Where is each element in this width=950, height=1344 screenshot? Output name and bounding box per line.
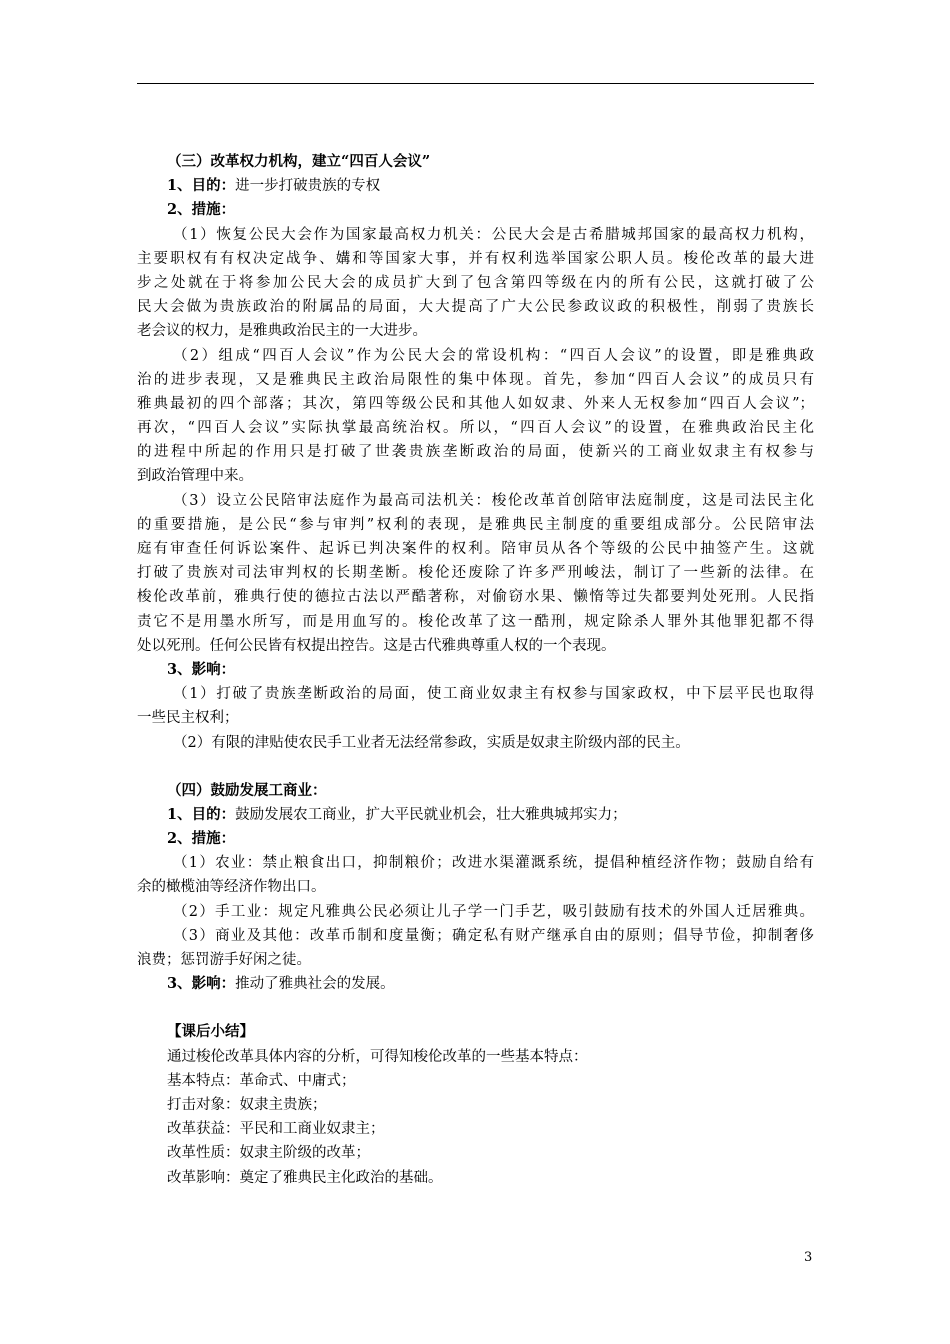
paragraph-line: （2）有限的津贴使农民手工业者无法经常参政，实质是奴隶主阶级内部的民主。 [173,734,690,751]
paragraph-line: 老会议的权力，是雅典政治民主的一大进步。 [137,323,427,340]
paragraph-line: （1）农业：禁止粮食出口，抑制粮价；改进水渠灌溉系统，提倡种植经济作物；鼓励自给有 [173,855,814,872]
summary-item: 打击对象：奴隶主贵族； [167,1096,327,1113]
section-4-impact: 3、影响：推动了雅典社会的发展。 [167,975,395,993]
section-3-purpose: 1、目的：进一步打破贵族的专权 [167,177,381,195]
summary-item: 改革性质：奴隶主阶级的改革； [167,1145,370,1162]
paragraph-line: 一些民主权利； [137,710,239,727]
paragraph-line: （3）商业及其他：改革币制和度量衡；确定私有财产继承自由的原则；倡导节俭，抑制奢侈 [173,927,814,944]
paragraph-line: 余的橄榄油等经济作物出口。 [137,879,326,896]
paragraph-line: 梭伦改革前，雅典行使的德拉古法以严酷著称，对偷窃水果、懒惰等过失都要判处死刑。人民指 [137,589,814,606]
summary-intro: 通过梭伦改革具体内容的分析，可得知梭伦改革的一些基本特点： [167,1048,588,1065]
document-body [137,150,814,1190]
page-number: 3 [804,1250,813,1265]
section-3-impact-label: 3、影响： [167,660,236,678]
paragraph-line: 的进程中所起的作用只是打破了世袭贵族垄断政治的局面，使新兴的工商业奴隶主有权参与 [137,444,814,461]
paragraph-line: （2）组成“四百人会议”作为公民大会的常设机构：“四百人会议”的设置，即是雅典政 [173,347,814,364]
paragraph-line: 主要职权有有权决定战争、媾和等国家大事，并有权利选举国家公职人员。梭伦改革的最大进 [137,250,814,267]
paragraph-line: 处以死刑。任何公民皆有权提出控告。这是古代雅典尊重人权的一个表现。 [137,637,616,654]
paragraph-line: 责它不是用墨水所写，而是用血写的。梭伦改革了这一酷刑，规定除杀人罪外其他罪犯都不得 [137,613,814,630]
paragraph-line: 治的进步表现，又是雅典民主政治局限性的集中体现。首先，参加“四百人会议”的成员只有 [137,371,814,388]
summary-heading: 【课后小结】 [167,1023,254,1041]
section-3-measures-label: 2、措施： [167,201,236,219]
header-rule [137,83,814,84]
paragraph-line: 雅典最初的四个部落；其次，第四等级公民和其他人如奴隶、外来人无权参加“四百人会议”； [137,395,814,412]
paragraph-line: 的重要措施，是公民“参与审判”权利的表现，是雅典民主制度的重要组成部分。公民陪审法 [137,516,814,533]
paragraph-line: 再次，“四百人会议”实际执掌最高统治权。所以，“四百人会议”的设置，在雅典政治民主化 [137,420,814,437]
paragraph-line: 打破了贵族对司法审判权的长期垄断。梭伦还废除了许多严刑峻法，制订了一些新的法律。在 [137,565,814,582]
paragraph-line: 步之处就在于将参加公民大会的成员扩大到了包含第四等级在内的所有公民，这就打破了公 [137,274,814,291]
paragraph-line: （3）设立公民陪审法庭作为最高司法机关：梭伦改革首创陪审法庭制度，这是司法民主化 [173,492,814,509]
paragraph-line: （1）恢复公民大会作为国家最高权力机关：公民大会是古希腊城邦国家的最高权力机构， [173,226,814,243]
summary-item: 基本特点：革命式、中庸式； [167,1072,356,1089]
paragraph-line: 庭有审查任何诉讼案件、起诉已判决案件的权利。陪审员从各个等级的公民中抽签产生。这就 [137,541,814,557]
paragraph-line: 民大会做为贵族政治的附属品的局面，大大提高了广大公民参政议政的积极性，削弱了贵族长 [137,299,814,316]
section-4-heading: （四）鼓励发展工商业： [167,781,327,799]
summary-item: 改革影响：奠定了雅典民主化政治的基础。 [167,1169,443,1186]
paragraph-line: 浪费；惩罚游手好闲之徒。 [137,952,311,968]
paragraph-line: （1）打破了贵族垄断政治的局面，使工商业奴隶主有权参与国家政权，中下层平民也取得 [173,686,814,703]
summary-item: 改革获益：平民和工商业奴隶主； [167,1121,385,1138]
section-4-purpose: 1、目的：鼓励发展农工商业，扩大平民就业机会，壮大雅典城邦实力； [167,805,627,823]
paragraph-line: （2）手工业：规定凡雅典公民必须让儿子学一门手艺，吸引鼓励有技术的外国人迁居雅典。 [173,903,814,920]
paragraph-line: 到政治管理中来。 [137,468,253,485]
section-3-heading: （三）改革权力机构，建立“四百人会议” [167,153,431,170]
section-4-measures-label: 2、措施： [167,830,236,848]
